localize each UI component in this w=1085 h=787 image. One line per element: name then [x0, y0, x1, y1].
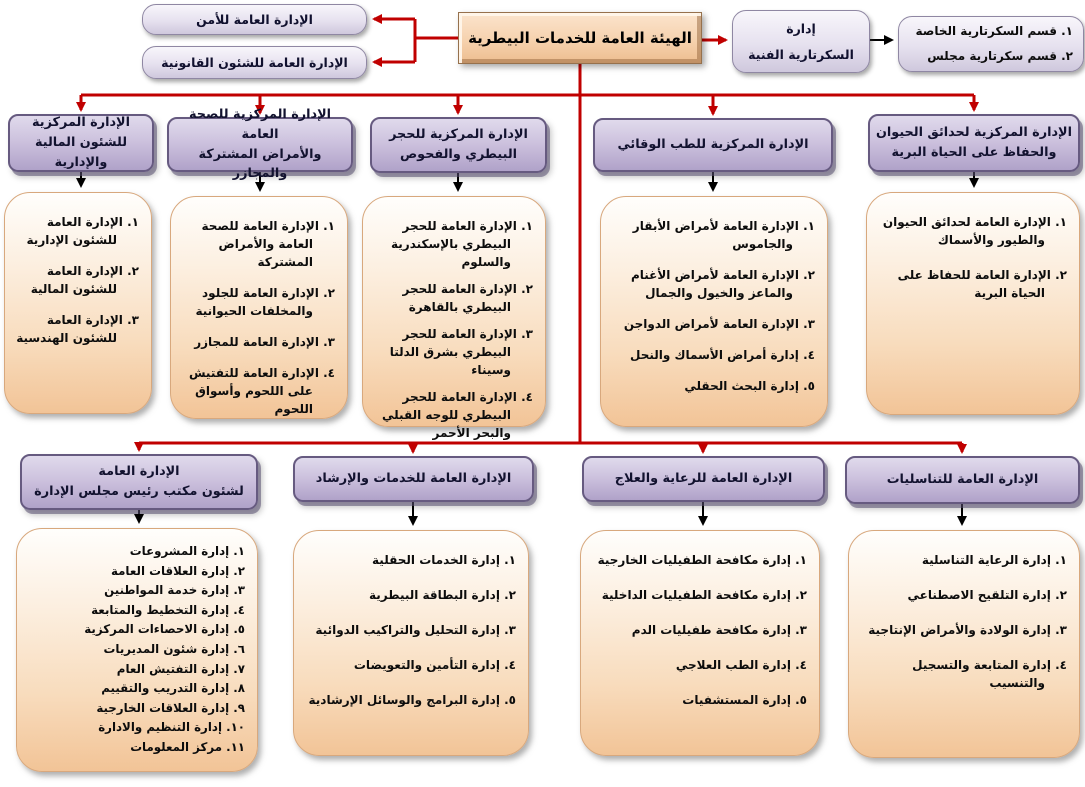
row1-header-public-health [167, 106, 353, 182]
list-item: ٤. إدارة المتابعة والتسجيل والتنسيب [912, 658, 1067, 690]
row1-panel-preventive-medicine [600, 196, 828, 427]
header-line: الإدارة العامة للرعاية والعلاج [614, 471, 793, 487]
list-item: ٣. إدارة التحليل والتراكيب الدوائية [315, 623, 516, 637]
list-item: ٥. إدارة الاحصاءات المركزية [84, 622, 245, 637]
row1-header-preventive-medicine [593, 118, 833, 172]
list-item: ١. الإدارة العامة للشئون الإدارية [26, 215, 139, 247]
row1-header-zoos-wildlife [868, 114, 1080, 172]
header-line: لشئون مكتب رئيس مجلس الإدارة [34, 484, 244, 499]
list-item: ٤. إدارة الطب العلاجي [675, 658, 807, 672]
list-item: ١. إدارة الرعاية التناسلية [921, 553, 1067, 567]
technical-secretariat-box [732, 10, 870, 73]
list-item: ٤. إدارة التخطيط والمتابعة [91, 602, 245, 617]
list-item: ٣. إدارة الولادة والأمراض الإنتاجية [868, 623, 1067, 637]
header-line: الإدارة المركزية [32, 115, 130, 131]
list-item: ٢. الإدارة العامة للجلود والمخلفات الحيوانية [195, 286, 335, 318]
list-item: ١. إدارة الخدمات الحقلية [372, 553, 516, 567]
row1-panel-public-health [170, 196, 348, 419]
list-item: ٤. إدارة التأمين والتعويضات [353, 658, 516, 672]
list-item: ٨. إدارة التدريب والتقييم [101, 681, 245, 696]
list-item: ٤. الإدارة العامة للتفتيش على اللحوم وأسواق اللحوم [188, 366, 335, 416]
legal-affairs-box [142, 46, 367, 79]
root-title: الهيئة العامة للخدمات البيطرية [468, 29, 692, 47]
list-item: ١٠. إدارة التنظيم والادارة [98, 720, 245, 735]
list-item: ٥. إدارة البرامج والوسائل الإرشادية [308, 693, 516, 707]
header-line: الإدارة العامة للخدمات والإرشاد [315, 471, 512, 487]
list-item: ٣. الإدارة العامة لأمراض الدواجن [623, 317, 815, 331]
list-item: ٢. إدارة العلاقات العامة [110, 563, 245, 578]
row2-header-reproduction [845, 456, 1080, 504]
list-item: ٣. الإدارة العامة للشئون الهندسية [16, 313, 139, 345]
header-line: والأمراض المشتركة والمجازر [198, 146, 322, 182]
list-item: ١. إدارة مكافحة الطفيليات الخارجية [597, 553, 807, 567]
list-item: ٣. الإدارة العامة للحجر البيطري بشرق الدلتا وسيناء [389, 327, 533, 377]
list-item: ٥. إدارة البحث الحقلي [684, 379, 815, 393]
header-line: للشئون المالية والإدارية [34, 135, 128, 170]
list-item: ٤. إدارة أمراض الأسماك والنحل [630, 348, 815, 362]
header-line: البيطري والفحوص [399, 147, 518, 162]
list-item: ١. إدارة المشروعات [129, 544, 245, 558]
list-item: ٢. الإدارة العامة للحفاظ على الحياة البرية [897, 268, 1067, 300]
row1-panel-zoos-wildlife [866, 192, 1080, 415]
header-line: الإدارة المركزية للصحة العامة [188, 106, 332, 142]
list-item: ١. الإدارة العامة لأمراض الأبقار والجاموس [632, 219, 815, 251]
row2-panel-care-treatment [580, 530, 820, 756]
list-item: ٦. إدارة شئون المديريات [103, 641, 245, 656]
security-admin-label: الإدارة العامة للأمن [196, 11, 313, 27]
row2-header-chairman-office [20, 454, 258, 510]
list-item: ٢. الإدارة العامة للحجر البيطري بالقاهرة [402, 282, 533, 314]
root-title-box [458, 12, 702, 64]
list-item: ٥. إدارة المستشفيات [682, 693, 807, 707]
list-item: ٢. إدارة البطاقة البيطرية [369, 588, 516, 602]
list-item: ٢. إدارة مكافحة الطفيليات الداخلية [601, 588, 807, 602]
list-item: ١. الإدارة العامة للصحة العامة والأمراض المشتركة [201, 219, 335, 269]
list-item: ٣. الإدارة العامة للمجازر [194, 335, 335, 349]
list-item: ٣. إدارة خدمة المواطنين [104, 583, 245, 598]
security-admin-box [142, 4, 367, 35]
technical-secretariat-line2: السكرتارية الفنية [748, 46, 854, 62]
row1-header-financial-admin [8, 114, 154, 172]
list-item: ٣. إدارة مكافحة طفيليات الدم [631, 623, 807, 637]
header-line: الإدارة العامة [98, 464, 180, 480]
list-item: ٧. إدارة التفتيش العام [116, 661, 245, 676]
row2-panel-reproduction [848, 530, 1080, 758]
list-item: ١١. مركز المعلومات [130, 739, 245, 754]
list-item: ٢. قسم سكرتارية مجلس [927, 49, 1073, 63]
header-line: الإدارة المركزية للحجر [389, 127, 528, 143]
header-line: الإدارة المركزية للطب الوقائي [617, 137, 809, 153]
header-line: الإدارة المركزية لحدائق الحيوان [876, 125, 1072, 141]
row1-panel-financial-admin [4, 192, 152, 414]
header-line: الإدارة العامة للتناسليات [886, 472, 1039, 488]
list-item: ٢. الإدارة العامة للشئون المالية [30, 264, 139, 296]
technical-secretariat-line1: إدارة [786, 20, 816, 36]
header-line: والحفاظ على الحياة البرية [891, 145, 1057, 160]
list-item: ٢. إدارة التلقيح الاصطناعي [907, 588, 1067, 602]
row2-header-care-treatment [582, 456, 825, 502]
list-item: ٤. الإدارة العامة للحجر البيطري للوجه القبلي والبحر الأحمر [382, 390, 533, 440]
secretariat-departments-list [898, 16, 1084, 72]
list-item: ١. قسم السكرتارية الخاصة [915, 24, 1073, 38]
row2-header-services-extension [293, 456, 534, 502]
list-item: ١. الإدارة العامة لحدائق الحيوان والطيور والأسماك [882, 215, 1067, 247]
legal-affairs-label: الإدارة العامة للشئون القانونية [161, 54, 348, 70]
row2-panel-services-extension [293, 530, 529, 756]
list-item: ٢. الإدارة العامة لأمراض الأغنام والماعز والخيول والجمال [630, 268, 815, 300]
list-item: ٩. إدارة العلاقات الخارجية [96, 700, 245, 715]
row2-panel-chairman-office [16, 528, 258, 772]
row1-panel-quarantine [362, 196, 546, 440]
list-item: ١. الإدارة العامة للحجر البيطري بالإسكندرية والسلوم [391, 219, 533, 269]
row1-header-quarantine [370, 117, 547, 173]
